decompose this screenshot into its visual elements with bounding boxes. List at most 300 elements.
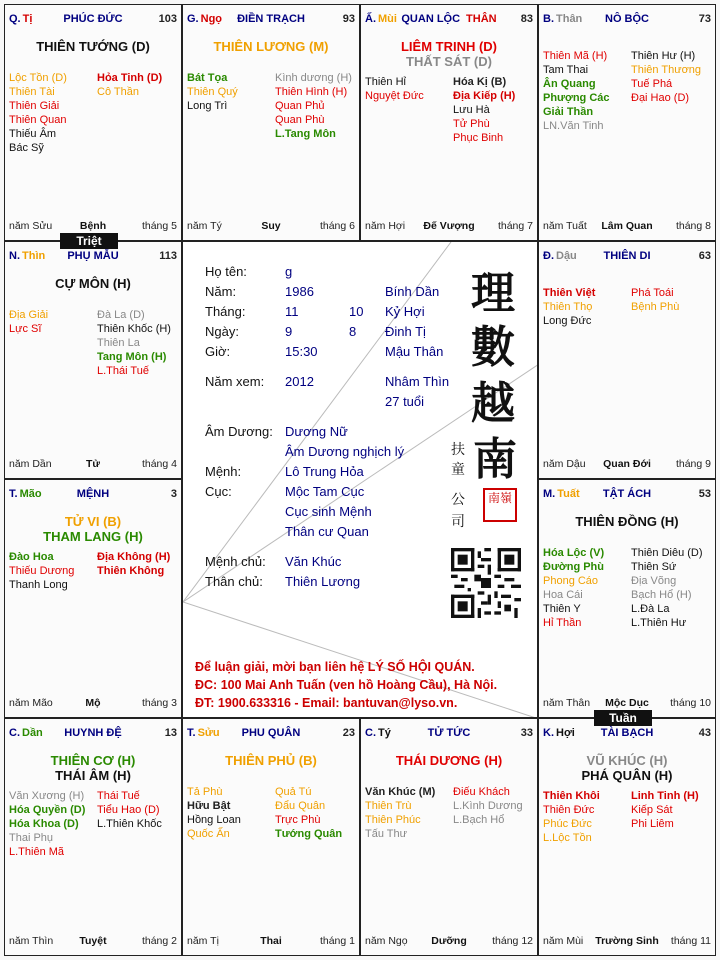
day-value: 9 — [285, 324, 293, 339]
minor-star: Thiên Sứ — [631, 561, 677, 573]
palace-month: tháng 8 — [675, 220, 711, 232]
minor-star: Thái Tuế — [97, 790, 140, 802]
palace-age: 33 — [520, 727, 533, 739]
minor-star: Ân Quang — [543, 78, 596, 90]
minor-star: Đà La (D) — [97, 309, 145, 321]
minor-star: Thiếu Dương — [9, 565, 75, 577]
tuan-tag: Tuần — [594, 710, 652, 726]
palace-title: ĐIỀN TRẠCH — [237, 13, 305, 25]
palace-branch-name: Mùi — [378, 13, 397, 25]
palace-footer — [187, 220, 355, 234]
year-label: Năm: — [205, 284, 237, 299]
palace-stage: Dưỡng — [431, 935, 467, 947]
left-star-column — [187, 71, 275, 113]
minor-star: Thiên Diêu (D) — [631, 547, 703, 559]
small-char-2: 童 — [451, 462, 465, 478]
palace-year: năm Tị — [187, 935, 219, 947]
palace-branch-name: Tị — [22, 13, 33, 25]
palace-year: năm Thân — [543, 697, 591, 709]
palace-year: năm Thìn — [9, 935, 54, 947]
palace-ti[interactable] — [360, 718, 538, 956]
minor-star: Địa Giải — [9, 309, 49, 321]
palace-name — [9, 488, 177, 500]
minor-star: Hóa Khoa (D) — [9, 818, 79, 830]
palace-age: 23 — [342, 727, 355, 739]
palace-name — [543, 250, 711, 262]
minor-star: Thiên Thương — [631, 64, 702, 76]
palace-branch-name: Thân — [556, 13, 583, 25]
palace-than[interactable] — [538, 4, 716, 241]
left-star-column — [543, 789, 631, 845]
minor-star: Nguyệt Đức — [365, 90, 424, 102]
minor-star: Thiếu Âm — [9, 128, 57, 140]
minor-star: Văn Xương (H) — [9, 790, 85, 802]
palace-age: 113 — [159, 250, 177, 262]
right-star-column — [453, 75, 538, 145]
than-marker: THÂN — [466, 13, 497, 25]
palace-branch-name: Thìn — [22, 250, 46, 262]
minor-star: L.Thái Tuế — [97, 365, 149, 377]
palace-mui[interactable] — [360, 4, 538, 241]
palace-stage: Đế Vượng — [423, 220, 475, 232]
minor-star: Điếu Khách — [453, 786, 510, 798]
day-lunar: Đinh Tị — [385, 324, 426, 339]
palace-footer — [543, 458, 711, 472]
palace-branch-name: Mão — [19, 488, 42, 500]
right-star-column — [97, 71, 182, 99]
minor-star: Phá Toái — [631, 287, 674, 299]
minor-star: Hóa Kị (B) — [453, 76, 507, 88]
minor-star: Thiên Đức — [543, 804, 595, 816]
minor-star: Thanh Long — [9, 579, 68, 591]
palace-stem: N. — [9, 250, 20, 262]
palace-year: năm Mão — [9, 697, 53, 709]
center-info-panel — [182, 241, 538, 718]
palace-stem: T. — [9, 488, 18, 500]
yinyang-value: Dương Nữ — [285, 424, 348, 439]
minor-star: Tấu Thư — [365, 828, 408, 840]
palace-stage: Tuyệt — [79, 935, 107, 947]
palace-branch-name: Tý — [378, 727, 391, 739]
minor-star: Phục Binh — [453, 132, 504, 144]
palace-month: tháng 4 — [141, 458, 177, 470]
palace-year: năm Ngọ — [365, 935, 408, 947]
palace-month: tháng 1 — [319, 935, 355, 947]
minor-star: Quốc Ấn — [187, 828, 230, 840]
palace-year: năm Mùi — [543, 935, 584, 947]
right-star-column — [631, 546, 716, 630]
cuc-value: Mộc Tam Cục — [285, 484, 365, 499]
palace-year: năm Tý — [187, 220, 222, 232]
left-star-column — [543, 49, 631, 133]
palace-dan[interactable] — [4, 718, 182, 956]
palace-month: tháng 12 — [492, 935, 533, 947]
palace-footer — [9, 935, 177, 949]
name-value: g — [285, 264, 293, 279]
minor-star: Quả Tú — [275, 786, 312, 798]
right-star-column — [275, 71, 360, 141]
palace-stage: Lâm Quan — [601, 220, 653, 232]
palace-year: năm Dậu — [543, 458, 586, 470]
palace-stage: Mộ — [85, 697, 101, 709]
minor-star: Tiểu Hao (D) — [97, 804, 160, 816]
minor-star: Thiên Trù — [365, 800, 412, 812]
minor-star: Hữu Bật — [187, 800, 231, 812]
minor-star: L.Tang Môn — [275, 128, 336, 140]
palace-month: tháng 7 — [497, 220, 533, 232]
main-star: THIÊN ĐỒNG (H) — [575, 514, 679, 529]
view-year-lunar: Nhâm Thìn — [385, 374, 450, 389]
main-star: THIÊN TƯỚNG (D) — [36, 39, 150, 54]
hour-value: 15:30 — [285, 344, 318, 359]
palace-age: 73 — [698, 13, 711, 25]
minor-star: Tang Môn (H) — [97, 351, 167, 363]
than-chu-label: Thân chủ: — [205, 574, 263, 589]
palace-header — [9, 250, 177, 264]
palace-stage: Mộc Dục — [605, 697, 649, 709]
palace-title: PHỤ MẪU — [67, 250, 119, 262]
minor-star: Tam Thai — [543, 64, 589, 76]
view-year-label: Năm xem: — [205, 374, 265, 389]
minor-star: Bạch Hổ (H) — [631, 589, 692, 601]
palace-mao[interactable] — [4, 479, 182, 718]
minor-star: Lưu Hà — [453, 104, 490, 116]
minor-star: Quan Phủ — [275, 100, 325, 112]
minor-star: Tướng Quân — [275, 828, 343, 840]
palace-footer — [365, 935, 533, 949]
palace-age: 93 — [342, 13, 355, 25]
palace-age: 103 — [158, 13, 177, 25]
hour-label: Giờ: — [205, 344, 231, 359]
palace-name — [187, 13, 355, 25]
main-star: THIÊN CƠ (H) — [50, 753, 136, 768]
palace-stem: K. — [543, 727, 554, 739]
right-star-column — [631, 286, 716, 314]
palace-header — [365, 13, 533, 27]
palace-name — [543, 13, 711, 25]
minor-star: Thiên Việt — [543, 287, 596, 299]
palace-name — [9, 727, 177, 739]
palace-stem: C. — [9, 727, 20, 739]
minor-star: Hoa Cái — [543, 589, 583, 601]
right-star-column — [631, 49, 716, 105]
palace-name — [543, 488, 711, 500]
minor-star: Thai Phụ — [9, 832, 54, 844]
minor-star: Thiên Quý — [187, 86, 238, 98]
palace-footer — [543, 220, 711, 234]
palace-header — [543, 488, 711, 502]
palace-branch-name: Dậu — [556, 250, 577, 262]
palace-age: 53 — [698, 488, 711, 500]
right-star-column — [97, 308, 182, 378]
palace-name — [9, 250, 177, 262]
minor-star: Thiên Hình (H) — [275, 86, 348, 98]
minor-star: Long Trì — [187, 100, 228, 112]
minor-star: Tuế Phá — [631, 78, 673, 90]
palace-branch-name: Dần — [22, 727, 43, 739]
palace-stem: Q. — [9, 13, 21, 25]
main-star: VŨ KHÚC (H) — [586, 753, 668, 768]
palace-stage: Quan Đới — [603, 458, 651, 470]
day-lunar-num: 8 — [349, 324, 357, 339]
cuc-note-2: Thân cư Quan — [285, 524, 369, 539]
left-star-column — [9, 550, 97, 592]
minor-star: Địa Kiếp (H) — [453, 90, 516, 102]
palace-month: tháng 5 — [141, 220, 177, 232]
palace-branch-name: Tuất — [557, 488, 580, 500]
palace-year: năm Sửu — [9, 220, 53, 232]
minor-star: Thiên Hỉ — [365, 76, 406, 88]
menh-chu-label: Mệnh chủ: — [205, 554, 266, 569]
minor-star: Thiên Khôi — [543, 790, 600, 802]
minor-star: Cô Thần — [97, 86, 139, 98]
palace-title: TỬ TỨC — [427, 727, 471, 739]
palace-header — [187, 727, 355, 741]
year-value: 1986 — [285, 284, 314, 299]
minor-star: Hóa Quyền (D) — [9, 804, 86, 816]
contact-line-1: Để luận giải, mời bạn liên hệ LÝ SỐ HỘI QUÁN. — [195, 660, 475, 674]
main-star: THẤT SÁT (D) — [406, 54, 492, 69]
palace-month: tháng 11 — [670, 935, 711, 947]
palace-stem: C. — [365, 727, 376, 739]
palace-title: QUAN LỘC — [401, 13, 461, 25]
cuc-note-1: Cục sinh Mệnh — [285, 504, 372, 519]
left-star-column — [365, 785, 453, 841]
palace-hoi[interactable] — [538, 718, 716, 956]
small-char-1: 扶 — [451, 442, 465, 458]
minor-star: Thiên Khốc (H) — [97, 323, 171, 335]
palace-header — [365, 727, 533, 741]
palace-stage: Suy — [261, 220, 281, 232]
minor-star: Lộc Tồn (D) — [9, 72, 67, 84]
minor-star: Thiên Quan — [9, 114, 67, 126]
palace-month: tháng 3 — [141, 697, 177, 709]
minor-star: Giải Thần — [543, 106, 594, 118]
palace-ngo[interactable] — [182, 4, 360, 241]
red-seal-stamp: 南嶺 — [483, 488, 517, 522]
calligraphy-char-2: 數 — [471, 322, 515, 373]
palace-stage: Tử — [85, 458, 101, 470]
palace-title: HUYNH ĐỆ — [64, 727, 122, 739]
left-star-column — [9, 308, 97, 336]
right-star-column — [631, 789, 716, 831]
palace-title: PHU QUÂN — [241, 727, 301, 739]
palace-stage: Thai — [260, 935, 282, 947]
month-value: 11 — [285, 304, 299, 319]
minor-star: Địa Võng — [631, 575, 677, 587]
minor-star: L.Đà La — [631, 603, 670, 615]
palace-age: 3 — [170, 488, 177, 500]
palace-suu[interactable] — [182, 718, 360, 956]
calligraphy-char-3: 越 — [471, 378, 515, 429]
palace-year: năm Tuất — [543, 220, 587, 232]
palace-ty[interactable] — [4, 4, 182, 241]
palace-month: tháng 10 — [670, 697, 711, 709]
main-star: TỬ VI (B) — [64, 514, 122, 529]
qr-code-icon[interactable] — [451, 548, 521, 618]
minor-star: Kình dương (H) — [275, 72, 352, 84]
month-lunar-num: 10 — [349, 304, 364, 319]
palace-header — [9, 488, 177, 502]
palace-thin[interactable] — [4, 241, 182, 479]
palace-footer — [187, 935, 355, 949]
left-star-column — [543, 546, 631, 630]
palace-stem: M. — [543, 488, 556, 500]
palace-title: NÔ BỘC — [605, 13, 649, 25]
left-star-column — [543, 286, 631, 328]
right-star-column — [97, 789, 182, 831]
right-star-column — [97, 550, 182, 578]
small-char-4: 司 — [451, 514, 465, 530]
minor-star: Long Đức — [543, 315, 592, 327]
minor-star: Thiên Hư (H) — [631, 50, 696, 62]
minor-star: Hỉ Thần — [543, 617, 582, 629]
palace-footer — [365, 220, 533, 234]
main-star: THAM LANG (H) — [43, 529, 143, 544]
minor-star: Thiên Giải — [9, 100, 60, 112]
palace-footer — [9, 458, 177, 472]
right-star-column — [275, 785, 360, 841]
palace-footer — [9, 697, 177, 711]
palace-age: 43 — [698, 727, 711, 739]
minor-star: Phượng Các — [543, 92, 610, 104]
palace-stem: G. — [187, 13, 199, 25]
left-star-column — [9, 789, 97, 859]
minor-star: Phong Cáo — [543, 575, 599, 587]
minor-star: Phi Liêm — [631, 818, 674, 830]
left-star-column — [9, 71, 97, 155]
minor-star: Đào Hoa — [9, 551, 54, 563]
palace-header — [543, 727, 711, 741]
minor-star: Thiên Y — [543, 603, 581, 615]
minor-star: Thiên Phúc — [365, 814, 421, 826]
minor-star: Văn Khúc (M) — [365, 786, 436, 798]
minor-star: Địa Không (H) — [97, 551, 171, 563]
menh-chu-value: Văn Khúc — [285, 554, 342, 569]
minor-star: Tử Phù — [453, 118, 490, 130]
palace-title: THIÊN DI — [603, 250, 651, 262]
minor-star: L.Kình Dương — [453, 800, 523, 812]
palace-month: tháng 6 — [319, 220, 355, 232]
minor-star: Tả Phù — [187, 786, 223, 798]
minor-star: L.Lộc Tồn — [543, 832, 592, 844]
left-star-column — [365, 75, 453, 103]
minor-star: Hóa Lộc (V) — [543, 547, 605, 559]
palace-stem: Ấ. — [365, 13, 376, 25]
palace-footer — [543, 935, 711, 949]
minor-star: Thiên Tài — [9, 86, 55, 98]
minor-star: Thiên Thọ — [543, 301, 593, 313]
hour-lunar: Mậu Thân — [385, 344, 444, 359]
month-lunar: Kỷ Hợi — [385, 304, 425, 319]
minor-star: LN.Văn Tinh — [543, 120, 604, 132]
month-label: Tháng: — [205, 304, 246, 319]
palace-tuat[interactable] — [538, 479, 716, 718]
palace-stem: Đ. — [543, 250, 554, 262]
minor-star: Lực Sĩ — [9, 323, 42, 335]
palace-name — [543, 727, 711, 739]
name-label: Họ tên: — [205, 264, 247, 279]
palace-branch-name: Ngọ — [200, 13, 223, 25]
palace-year: năm Hợi — [365, 220, 406, 232]
calligraphy-char-4: 南 — [473, 434, 517, 485]
palace-branch-name: Sửu — [197, 727, 220, 739]
palace-age: 83 — [520, 13, 533, 25]
main-star: PHÁ QUÂN (H) — [581, 768, 673, 783]
contact-line-2: ĐC: 100 Mai Anh Tuấn (ven hồ Hoàng Cầu), Hà Nội. — [195, 678, 498, 692]
minor-star: Đại Hao (D) — [631, 92, 690, 104]
palace-header — [187, 13, 355, 27]
palace-stage: Bệnh — [79, 220, 107, 232]
palace-name — [365, 13, 533, 25]
palace-footer — [9, 220, 177, 234]
palace-header — [9, 13, 177, 27]
palace-branch-name: Hợi — [556, 727, 575, 739]
minor-star: L.Thiên Khốc — [97, 818, 162, 830]
contact-line-3[interactable]: ĐT: 1900.633316 - Email: bantuvan@lyso.vn. — [195, 696, 458, 710]
small-char-3: 公 — [451, 492, 465, 508]
menh-label: Mệnh: — [205, 464, 242, 479]
cuc-label: Cục: — [205, 484, 232, 499]
view-age: 27 tuổi — [385, 394, 425, 409]
main-star: THÁI ÂM (H) — [55, 768, 131, 783]
palace-age: 63 — [698, 250, 711, 262]
main-star: THIÊN PHỦ (B) — [225, 753, 317, 768]
minor-star: Quan Phù — [275, 114, 325, 126]
triet-tag: Triệt — [60, 233, 118, 249]
day-label: Ngày: — [205, 324, 239, 339]
right-star-column — [453, 785, 538, 827]
yinyang-label: Âm Dương: — [205, 424, 273, 439]
main-star: CỰ MÔN (H) — [55, 276, 131, 291]
minor-star: Trực Phù — [275, 814, 321, 826]
minor-star: Thiên Không — [97, 565, 165, 577]
palace-stem: B. — [543, 13, 554, 25]
palace-year: năm Dần — [9, 458, 52, 470]
minor-star: Linh Tinh (H) — [631, 790, 699, 802]
year-lunar: Bính Dần — [385, 284, 440, 299]
minor-star: Hồng Loan — [187, 814, 241, 826]
minor-star: Đẩu Quân — [275, 800, 326, 812]
palace-name — [187, 727, 355, 739]
minor-star: Phúc Đức — [543, 818, 592, 830]
palace-month: tháng 9 — [675, 458, 711, 470]
minor-star: Thiên Mã (H) — [543, 50, 608, 62]
palace-header — [543, 250, 711, 264]
palace-stem: T. — [187, 727, 196, 739]
palace-dau[interactable] — [538, 241, 716, 479]
minor-star: Bát Tọa — [187, 72, 228, 84]
than-chu-value: Thiên Lương — [285, 574, 361, 589]
minor-star: L.Bạch Hổ — [453, 814, 505, 826]
calligraphy-char-1: 理 — [471, 268, 515, 319]
palace-title: MỆNH — [76, 488, 110, 500]
minor-star: Hỏa Tinh (D) — [97, 72, 163, 84]
palace-header — [543, 13, 711, 27]
minor-star: Bác Sỹ — [9, 142, 44, 154]
minor-star: Đường Phù — [543, 561, 604, 573]
palace-name — [365, 727, 533, 739]
palace-month: tháng 2 — [141, 935, 177, 947]
view-year-value: 2012 — [285, 374, 314, 389]
yinyang-note: Âm Dương nghịch lý — [285, 444, 405, 459]
main-star: LIÊM TRINH (D) — [400, 39, 498, 54]
palace-age: 13 — [164, 727, 177, 739]
palace-title: PHÚC ĐỨC — [63, 13, 123, 25]
palace-title: TÀI BẠCH — [600, 727, 654, 739]
palace-footer — [543, 697, 711, 711]
main-star: THÁI DƯƠNG (H) — [395, 753, 503, 768]
